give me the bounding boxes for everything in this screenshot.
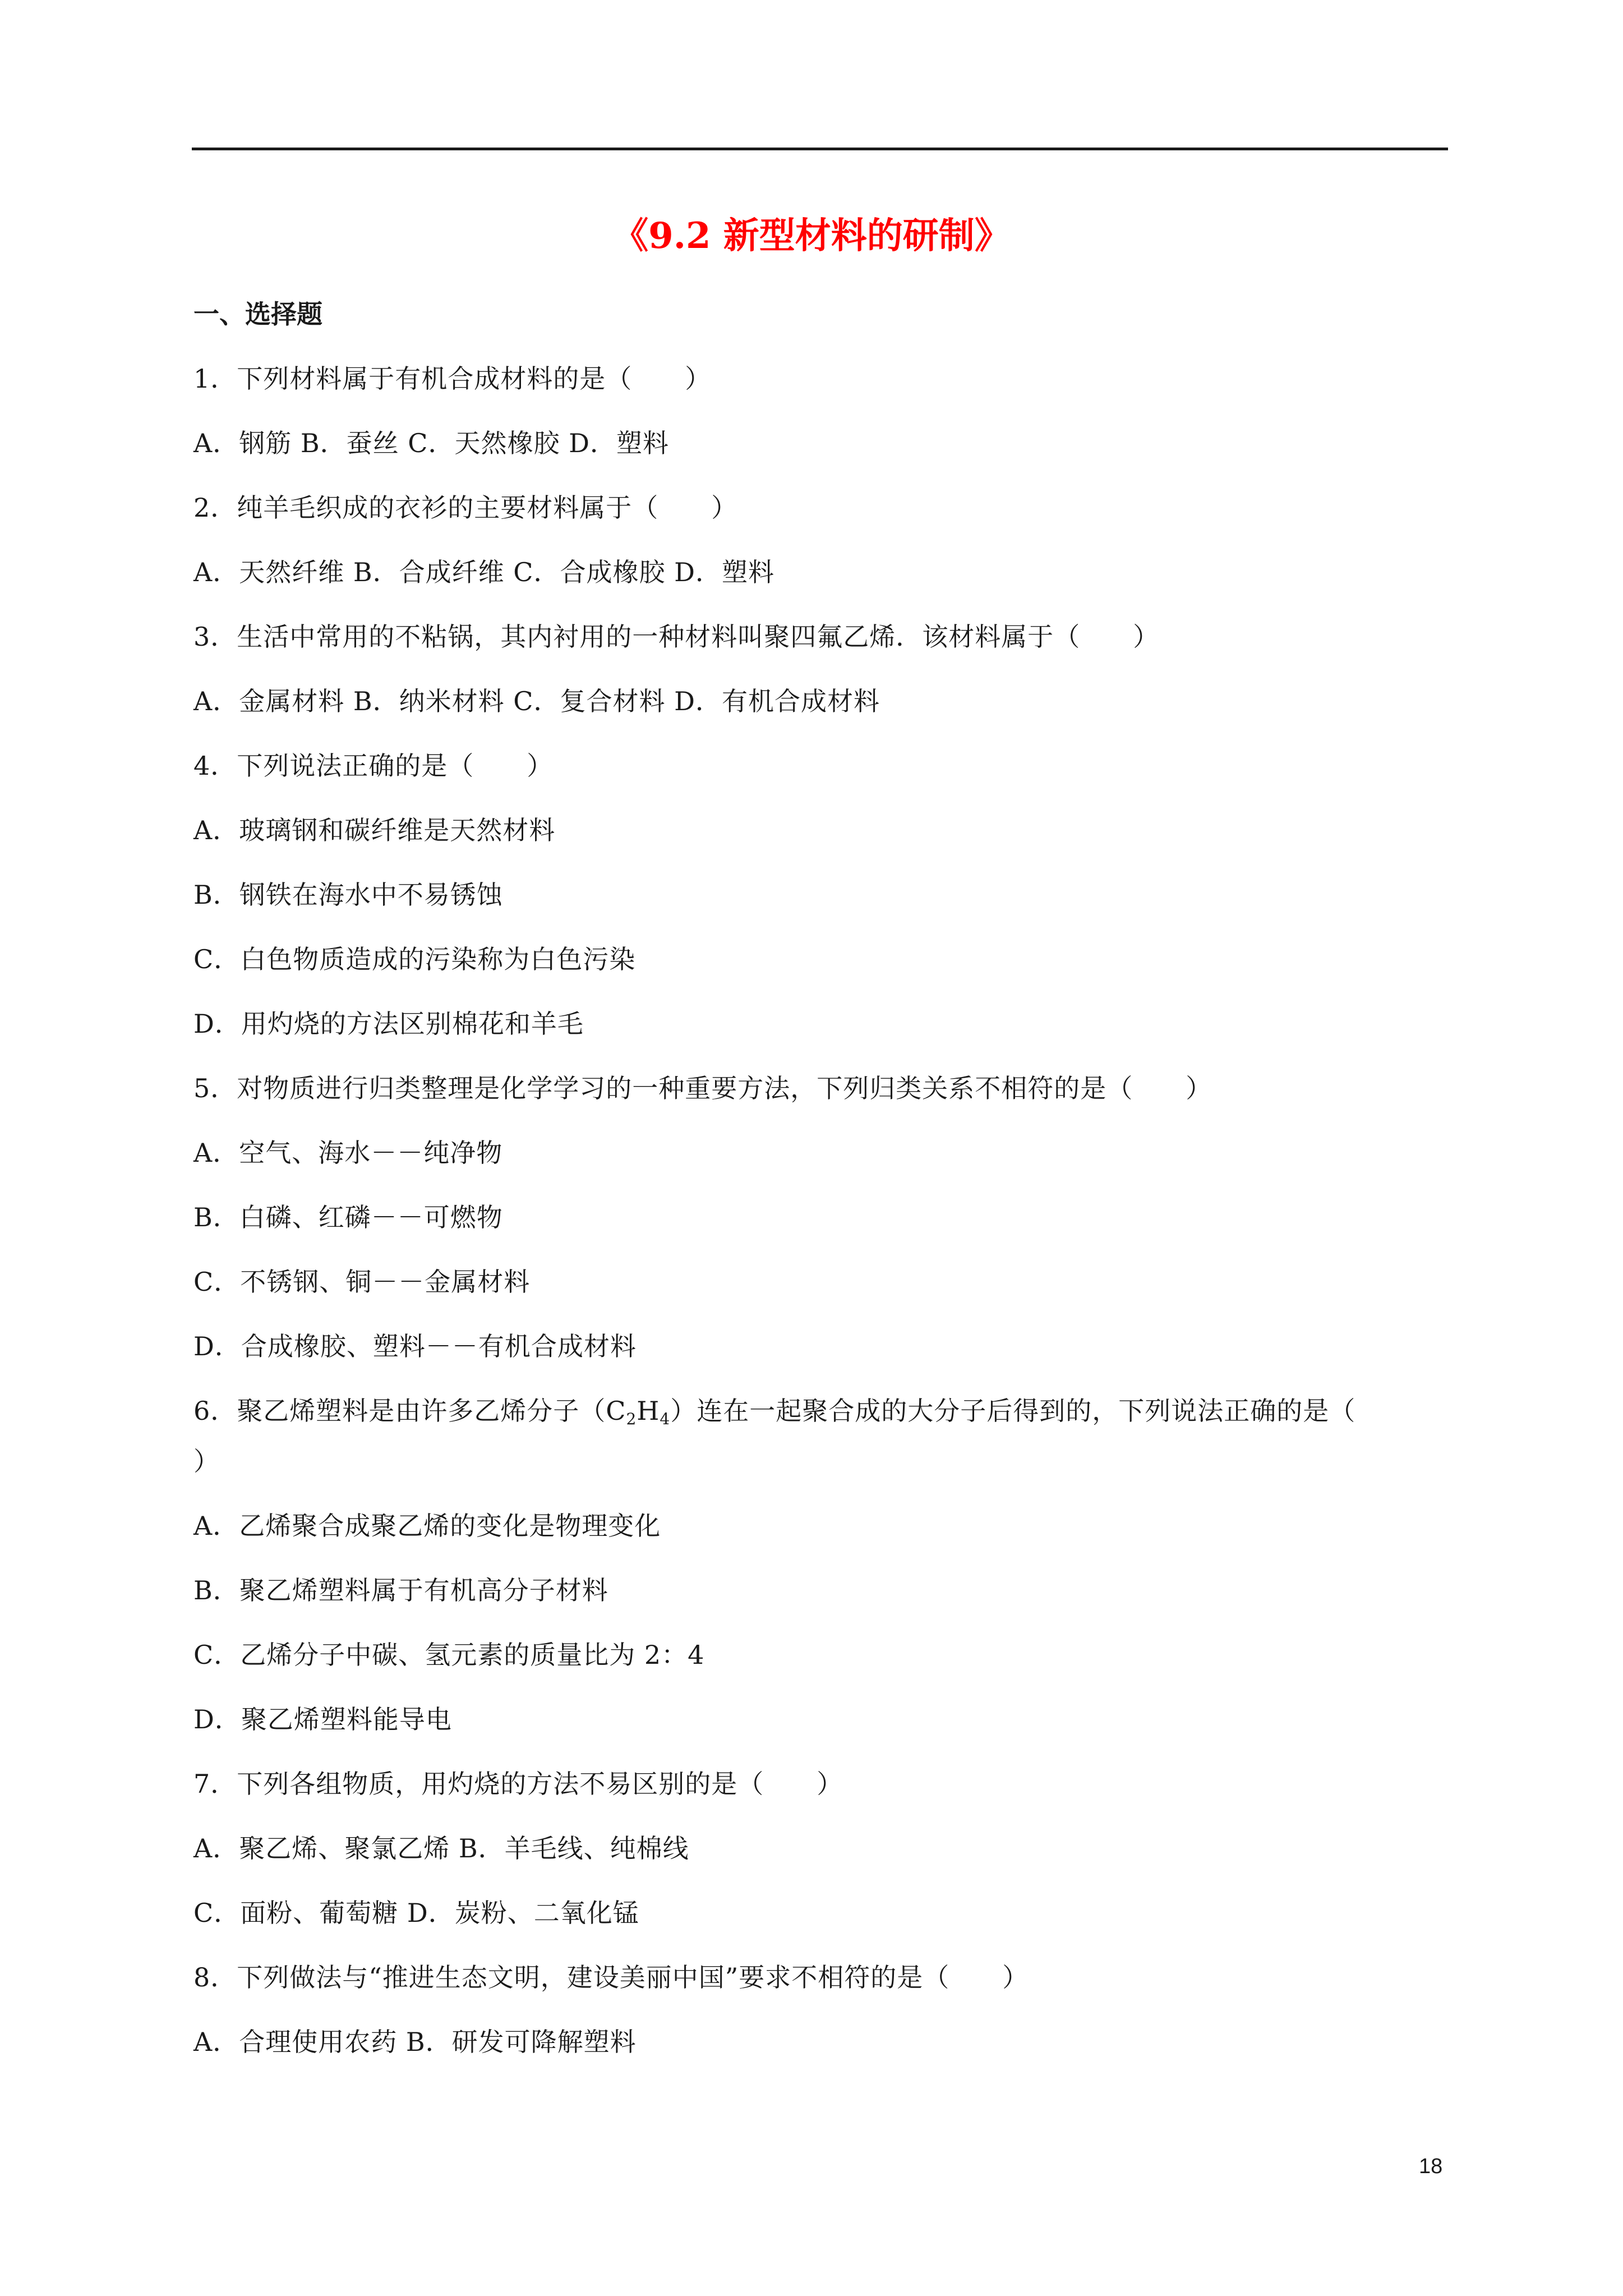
question-6-option-a: A．乙烯聚合成聚乙烯的变化是物理变化 [193, 1511, 661, 1541]
question-5-option-c: C．不锈钢、铜－－金属材料 [193, 1267, 531, 1297]
question-7-options-ab: A．聚乙烯、聚氯乙烯 B．羊毛线、纯棉线 [193, 1833, 689, 1864]
question-4-option-c: C．白色物质造成的污染称为白色污染 [193, 944, 636, 974]
question-3-options: A．金属材料 B．纳米材料 C．复合材料 D．有机合成材料 [193, 686, 880, 716]
question-4-option-a: A．玻璃钢和碳纤维是天然材料 [193, 815, 556, 845]
question-6-option-b: B．聚乙烯塑料属于有机高分子材料 [193, 1575, 608, 1605]
document-title: 《9.2 新型材料的研制》 [612, 215, 1011, 257]
question-5-option-b: B．白磷、红磷－－可燃物 [193, 1202, 503, 1232]
question-5-option-d: D．合成橡胶、塑料－－有机合成材料 [193, 1331, 637, 1361]
question-8-options-ab: A．合理使用农药 B．研发可降解塑料 [193, 2027, 637, 2057]
question-5: 5．对物质进行归类整理是化学学习的一种重要方法，下列归类关系不相符的是（ ） [193, 1073, 1212, 1103]
question-2: 2．纯羊毛织成的衣衫的主要材料属于（ ） [193, 493, 738, 523]
question-6-after: ）连在一起聚合成的大分子后得到的，下列说法正确的是（ [670, 1396, 1356, 1426]
question-7: 7．下列各组物质，用灼烧的方法不易区别的是（ ） [193, 1769, 843, 1799]
question-5-option-a: A．空气、海水－－纯净物 [193, 1138, 503, 1168]
page-number: 18 [1419, 2155, 1443, 2178]
question-6-option-d: D．聚乙烯塑料能导电 [193, 1704, 452, 1734]
question-1: 1．下列材料属于有机合成材料的是（ ） [193, 364, 712, 394]
header-rule [192, 148, 1448, 150]
question-6-sub-hydrogen: 4 [660, 1410, 671, 1428]
question-1-options: A．钢筋 B．蚕丝 C．天然橡胶 D．塑料 [193, 428, 669, 458]
question-3: 3．生活中常用的不粘锅，其内衬用的一种材料叫聚四氟乙烯．该材料属于（ ） [193, 622, 1160, 652]
question-6-before: 6．聚乙烯塑料是由许多乙烯分子（C [193, 1396, 626, 1426]
section-heading: 一、选择题 [193, 299, 322, 329]
question-4: 4．下列说法正确的是（ ） [193, 751, 554, 781]
question-6-option-c: C．乙烯分子中碳、氢元素的质量比为 2：4 [193, 1640, 705, 1670]
question-2-options: A．天然纤维 B．合成纤维 C．合成橡胶 D．塑料 [193, 557, 774, 587]
question-6-mid: H [637, 1396, 660, 1426]
question-6-sub-carbon: 2 [626, 1410, 637, 1428]
question-4-option-b: B．钢铁在海水中不易锈蚀 [193, 880, 503, 910]
question-7-options-cd: C．面粉、葡萄糖 D．炭粉、二氧化锰 [193, 1898, 639, 1928]
question-4-option-d: D．用灼烧的方法区别棉花和羊毛 [193, 1009, 584, 1039]
question-6 [193, 1391, 1355, 1430]
question-8: 8．下列做法与“推进生态文明，建设美丽中国”要求不相符的是（ ） [193, 1962, 1029, 1993]
question-6-close: ） [193, 1446, 220, 1476]
